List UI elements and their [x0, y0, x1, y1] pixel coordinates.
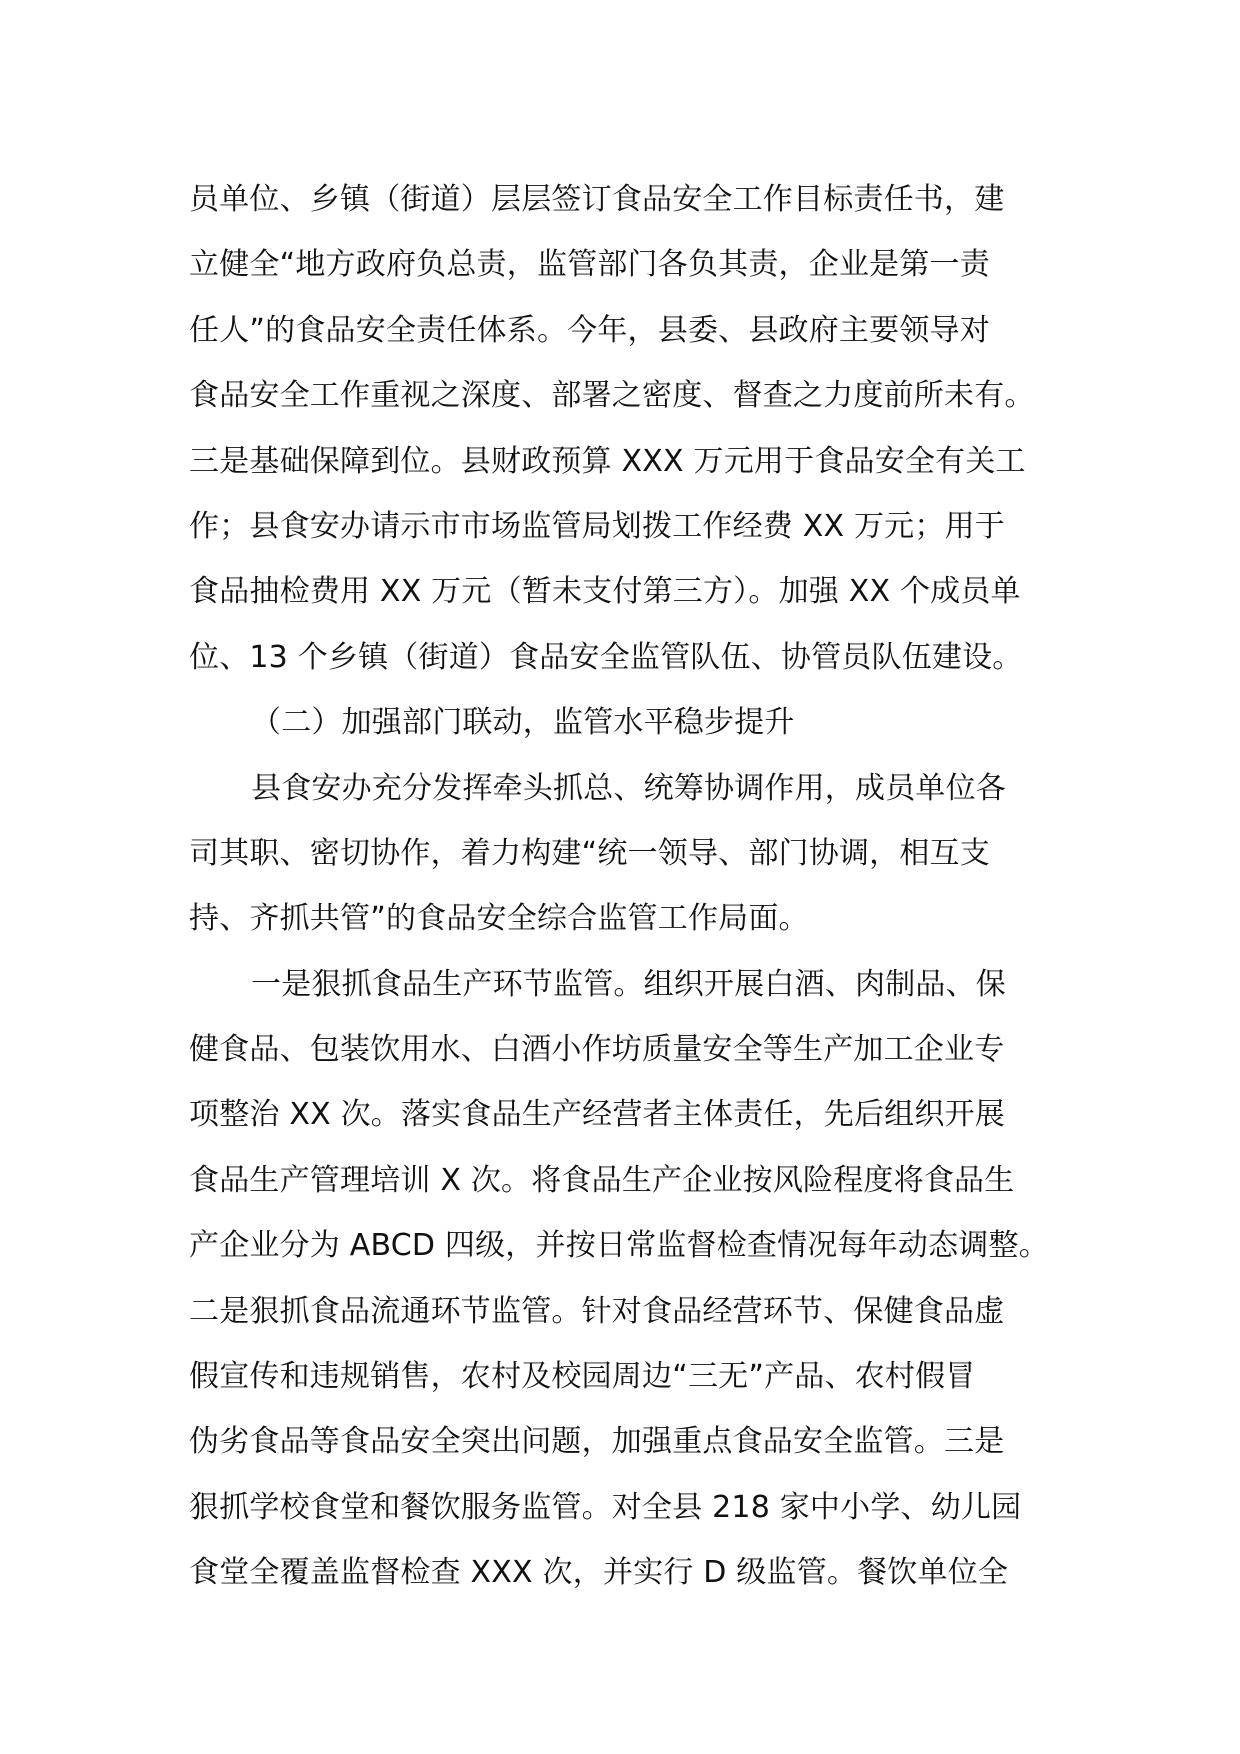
text-line: 三是基础保障到位。县财政预算 XXX 万元用于食品安全有关工 [189, 443, 1026, 479]
text-line: 作；县食安办请示市市场监管局划拨工作经费 XX 万元；用于 [189, 508, 1005, 544]
text-line: 项整治 XX 次。落实食品生产经营者主体责任，先后组织开展 [189, 1097, 1005, 1133]
text-line: 持、齐抓共管”的食品安全综合监管工作局面。 [189, 901, 809, 937]
section-heading: （二）加强部门联动，监管水平稳步提升 [251, 705, 795, 741]
text-line: 员单位、乡镇（街道）层层签订食品安全工作目标责任书，建 [189, 182, 1005, 217]
text-line: 食堂全覆盖监督检查 XXX 次，并实行 D 级监管。餐饮单位全 [189, 1555, 1009, 1591]
text-line: 健食品、包装饮用水、白酒小作坊质量安全等生产加工企业专 [189, 1032, 1005, 1068]
text-line: 一是狠抓食品生产环节监管。组织开展白酒、肉制品、保 [251, 966, 1006, 1002]
text-line: 县食安办充分发挥牵头抓总、统筹协调作用，成员单位各 [251, 770, 1006, 806]
text-line: 食品生产管理培训 X 次。将食品生产企业按风险程度将食品生 [189, 1162, 1015, 1198]
text-line: 司其职、密切协作，着力构建“统一领导、部门协调，相互支 [189, 835, 990, 871]
text-line: 食品安全工作重视之深度、部署之密度、督查之力度前所未有。 [189, 378, 1035, 414]
text-line: 立健全“地方政府负总责，监管部门各负其责，企业是第一责 [189, 247, 990, 283]
text-line: 产企业分为 ABCD 四级，并按日常监督检查情况每年动态调整。 [189, 1228, 1049, 1264]
text-line: 任人”的食品安全责任体系。今年，县委、县政府主要领导对 [189, 312, 990, 348]
text-line: 狠抓学校食堂和餐饮服务监管。对全县 218 家中小学、幼儿园 [189, 1489, 1022, 1525]
text-line: 假宣传和违规销售，农村及校园周边“三无”产品、农村假冒 [189, 1359, 976, 1395]
text-line: 位、13 个乡镇（街道）食品安全监管队伍、协管员队伍建设。 [189, 639, 1023, 675]
text-line: 伪劣食品等食品安全突出问题，加强重点食品安全监管。三是 [189, 1424, 1005, 1460]
text-line: 二是狠抓食品流通环节监管。针对食品经营环节、保健食品虚 [189, 1293, 1005, 1329]
document-page [189, 167, 1069, 1606]
text-line: 食品抽检费用 XX 万元（暂未支付第三方）。加强 XX 个成员单 [189, 574, 1021, 610]
